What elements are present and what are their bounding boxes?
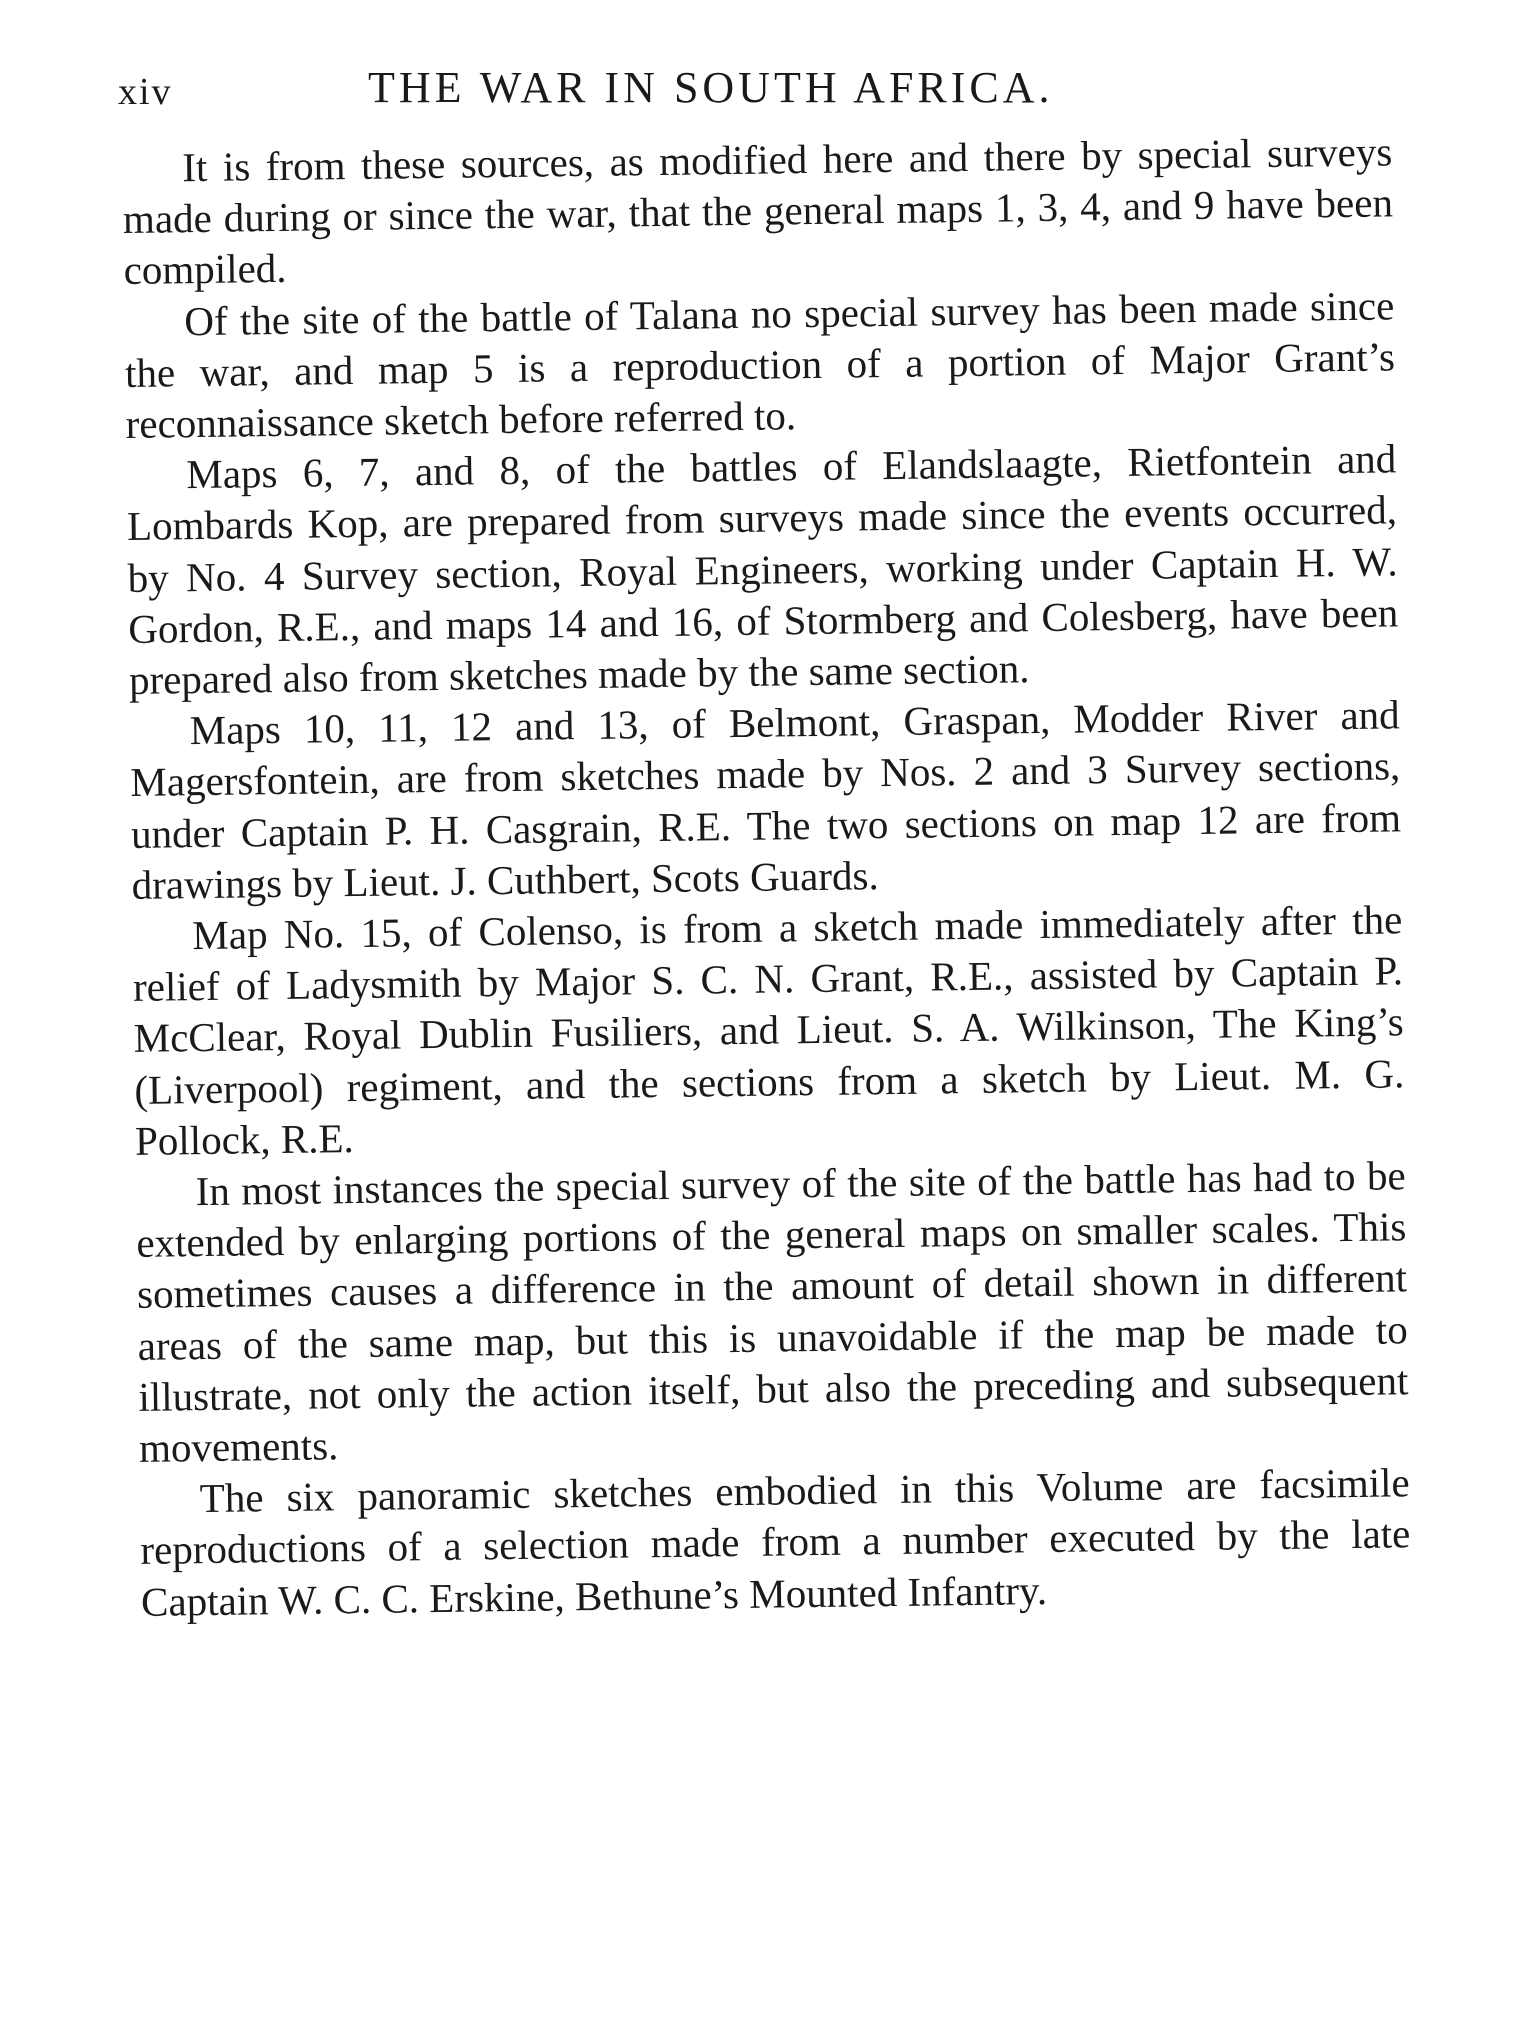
paragraph-colenso: Map No. 15, of Colenso, is from a sketch made immediately after the relief of Ladysmith by Major S. C. N. Grant, R.E., assisted by Captain P. McClear, Royal Dublin Fusiliers, and Lieut. S. A. Wilkinson, The King’s (Liverpool) regiment, and the sections from a sketch by Lieut. M. G. Pollock, R.E. bbox=[132, 896, 1405, 1164]
paragraph-panoramic-sketches: The six panoramic sketches embodied in this Volume are facsimile reproductions of a selection made from a number executed by the late Captain W. C. C. Erskine, Bethune’s Mounted Infantry. bbox=[140, 1459, 1411, 1625]
paragraph-talana: Of the site of the battle of Talana no special survey has been made since the war, and map 5 is a reproduction of a portion of Major Grant’s reconnaissance sketch before referred to. bbox=[124, 281, 1396, 447]
page-number: xiv bbox=[118, 71, 173, 113]
paragraph-belmont: Maps 10, 11, 12 and 13, of Belmont, Graspan, Modder River and Magersfontein, are from sketches made by Nos. 2 and 3 Survey sections, under Captain P. H. Casgrain, R.E. The two sections on map 12 are from drawings by Lieut. J. Cuthbert, Scots Guards. bbox=[130, 691, 1402, 908]
paragraph-elandslaagte: Maps 6, 7, and 8, of the battles of Elandslaagte, Rietfontein and Lombards Kop, are prepared from surveys made since the events occurred, by No. 4 Survey section, Royal Engineers, working under Captain H. W. Gordon, R.E., and maps 14 and 16, of Stormberg and Colesberg, have been prepared also from sketches made by the same section. bbox=[126, 435, 1399, 703]
body-text bbox=[122, 126, 1411, 1627]
running-title: THE WAR IN SOUTH AFRICA. bbox=[368, 63, 1054, 112]
running-head bbox=[118, 62, 1118, 122]
paragraph-sources: It is from these sources, as modified here and there by special surveys made during or since the war, that the general maps 1, 3, 4, and 9 have been compiled. bbox=[122, 128, 1394, 294]
paragraph-special-survey: In most instances the special survey of the site of the battle has had to be extended by enlarging portions of the general maps on smaller scales. This sometimes causes a difference in the amount of detail shown in different areas of the same map, but this is unavoidable if the map be made to illustrate, not only the action itself, but also the preceding and subsequent movements. bbox=[136, 1152, 1409, 1471]
